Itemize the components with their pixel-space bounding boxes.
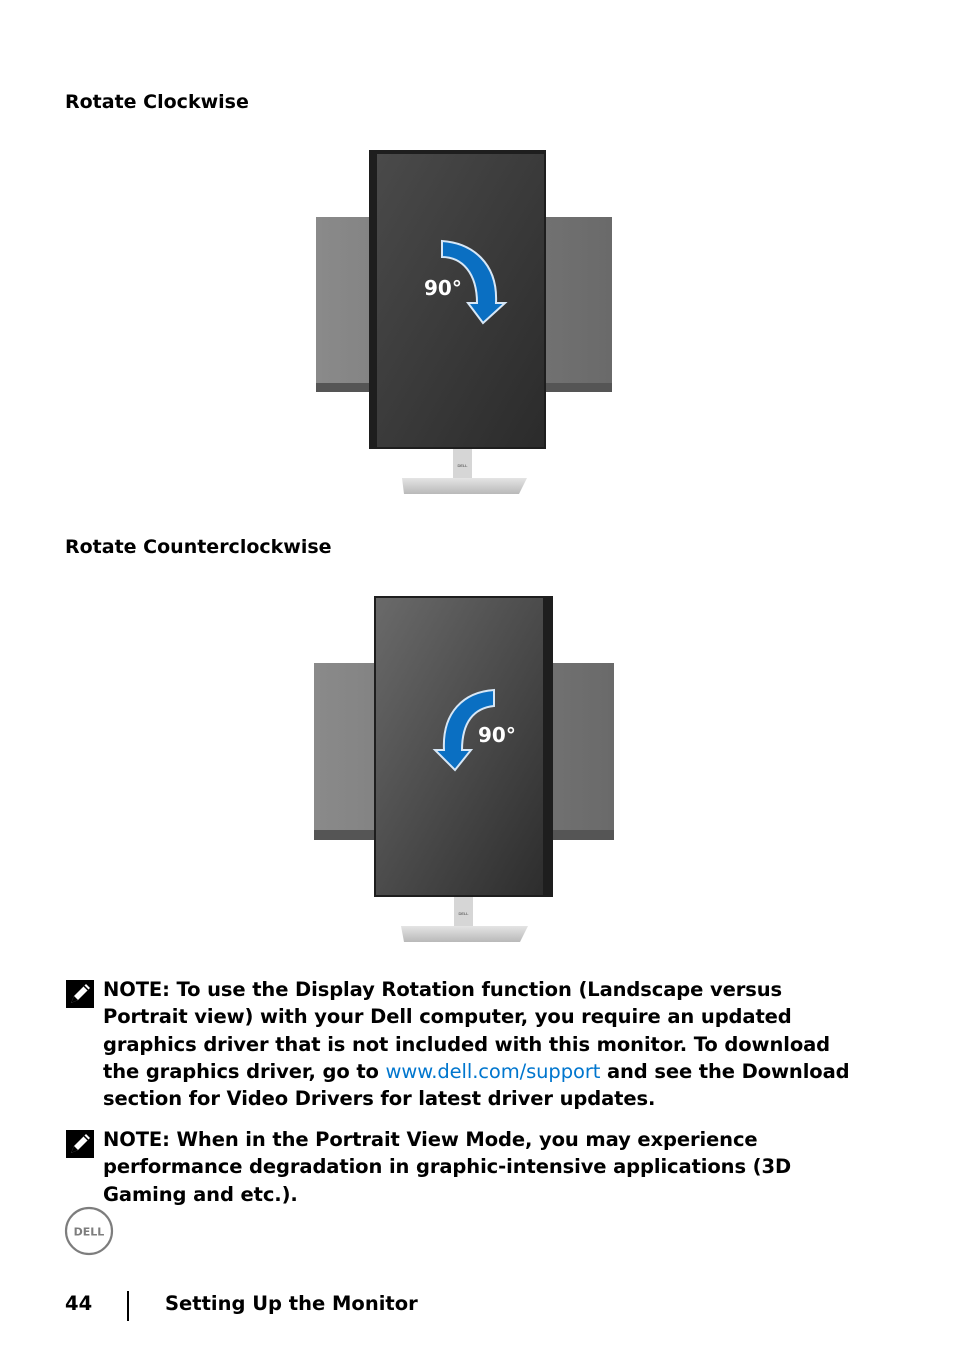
counterclockwise-rotation-illustration [300,590,630,945]
svg-text:90°: 90° [424,276,462,300]
page-number: 44 [65,1292,93,1315]
heading-rotate-clockwise: Rotate Clockwise [65,91,249,113]
svg-text:DELL: DELL [73,1225,105,1239]
dell-logo [64,1206,114,1256]
svg-text:90°: 90° [478,723,516,747]
svg-text:DELL: DELL [457,463,468,468]
note-pencil-icon [66,980,94,1008]
dell-support-link[interactable]: www.dell.com/support [385,1059,601,1083]
note-text: NOTE: To use the Display Rotation function (Landscape versus Portrait view) with your Dell computer, you require an updated graphics driver that is not included with this monitor. To download the graphics driver, go to [103,978,831,1083]
note-text: and see the Download section for Video Drivers for latest driver updates. [103,1059,850,1111]
note-pencil-icon [66,1130,94,1158]
monitor-stand-base [402,478,527,494]
note-portrait-performance [66,1126,866,1208]
note-text: NOTE: When in the Portrait View Mode, you may experience performance degradation in graphic-intensive applications (3D Gaming and etc.). [103,1128,792,1206]
heading-rotate-counterclockwise: Rotate Counterclockwise [65,536,332,558]
note-display-rotation [66,976,866,1112]
section-title: Setting Up the Monitor [165,1292,418,1315]
clockwise-rotation-illustration [300,145,630,500]
svg-text:DELL: DELL [458,911,469,916]
footer-divider [127,1291,129,1321]
monitor-stand-base [401,926,528,942]
